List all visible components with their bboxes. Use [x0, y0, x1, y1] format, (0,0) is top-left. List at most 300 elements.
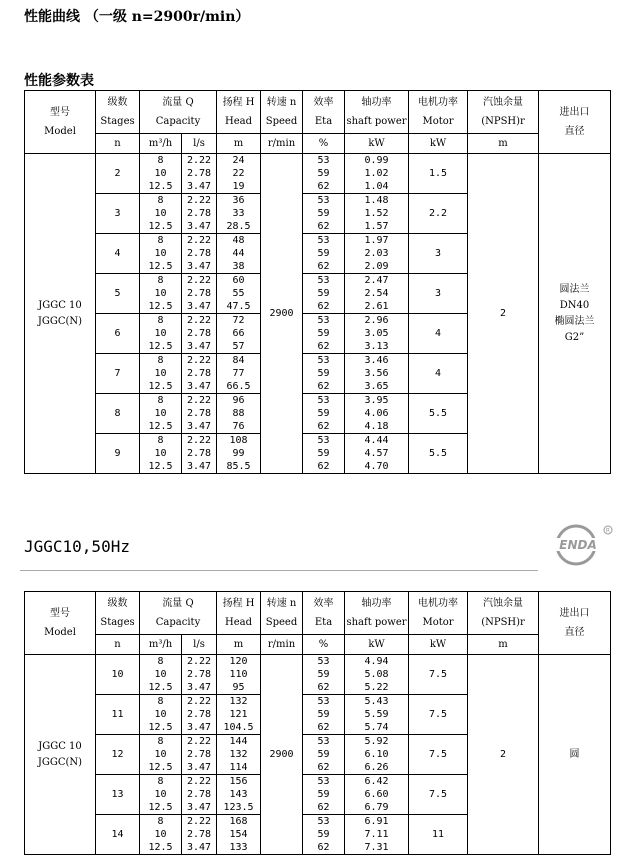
cell-line: Stages: [100, 116, 135, 127]
cell-line: 圆法兰: [559, 283, 590, 295]
cell-line: 59: [317, 288, 330, 299]
cell-line: 28.5: [226, 221, 251, 232]
cell-line: 62: [317, 842, 330, 853]
shaft-power-cell: [345, 354, 409, 394]
unit-speed: r/min: [261, 134, 303, 154]
unit-npsh: m: [468, 134, 539, 154]
cell-line: 8: [157, 395, 164, 406]
cell-line: 10: [154, 368, 167, 379]
capacity-ls-cell: [182, 815, 217, 855]
cell-line: 3.47: [186, 181, 212, 192]
motor-cell: 7.5: [409, 655, 468, 695]
cell-line: 114: [229, 762, 248, 773]
cell-line: 85.5: [226, 461, 251, 472]
cell-line: 3.47: [186, 421, 212, 432]
cell-line: 扬程 H: [222, 97, 255, 108]
cell-line: JGGC 10: [38, 299, 82, 311]
cell-line: Motor: [422, 617, 454, 628]
section-title: JGGC10,50Hz: [24, 537, 130, 556]
cell-line: 2.22: [186, 235, 212, 246]
motor-cell: 2.2: [409, 194, 468, 234]
header-npsh: [468, 91, 539, 134]
cell-line: 12.5: [148, 762, 173, 773]
cell-line: 3.95: [364, 395, 389, 406]
cell-line: 12.5: [148, 381, 173, 392]
cell-line: 8: [157, 155, 164, 166]
shaft-power-cell: [345, 234, 409, 274]
capacity-m3h-cell: [140, 775, 182, 815]
capacity-m3h-cell: [140, 314, 182, 354]
cell-line: 3.05: [364, 328, 389, 339]
cell-line: 0.99: [364, 155, 389, 166]
cell-line: 38: [232, 261, 245, 272]
cell-line: 53: [317, 235, 330, 246]
cell-line: 3.47: [186, 802, 212, 813]
cell-line: 36: [232, 195, 245, 206]
cell-line: Eta: [314, 116, 333, 127]
cell-line: Eta: [314, 617, 333, 628]
cell-line: 10: [154, 408, 167, 419]
cell-line: 5.43: [364, 696, 389, 707]
cell-line: 2.96: [364, 315, 389, 326]
head-cell: [217, 815, 261, 855]
npsh-cell: 2: [468, 154, 539, 474]
cell-line: 120: [229, 656, 248, 667]
cell-line: 62: [317, 461, 330, 472]
capacity-ls-cell: [182, 354, 217, 394]
cell-line: 2.22: [186, 696, 212, 707]
cell-line: 型号: [50, 608, 70, 619]
cell-line: 110: [229, 669, 248, 680]
cell-line: 3.47: [186, 842, 212, 853]
cell-line: 12.5: [148, 461, 173, 472]
cell-line: 6.42: [364, 776, 389, 787]
cell-line: 10: [154, 248, 167, 259]
svg-text:R: R: [605, 527, 611, 535]
stage-cell: 10: [96, 655, 140, 695]
cell-line: JGGC 10: [38, 740, 82, 752]
cell-line: 132: [229, 749, 248, 760]
cell-line: 转速 n: [266, 97, 297, 108]
cell-line: 123.5: [223, 802, 254, 813]
model-cell: [25, 655, 96, 855]
cell-line: 2.78: [186, 749, 212, 760]
cell-line: 62: [317, 682, 330, 693]
header-motor: [409, 592, 468, 635]
page-title: 性能曲线 （一级 n=2900r/min）: [24, 9, 250, 25]
cell-line: 2.54: [364, 288, 389, 299]
cell-line: 12.5: [148, 301, 173, 312]
cell-line: 8: [157, 656, 164, 667]
cell-line: 53: [317, 696, 330, 707]
shaft-power-cell: [345, 154, 409, 194]
cell-line: Model: [44, 126, 76, 137]
cell-line: 59: [317, 749, 330, 760]
cell-line: 3.47: [186, 261, 212, 272]
cell-line: 6.79: [364, 802, 389, 813]
motor-cell: 3: [409, 274, 468, 314]
cell-line: 12.5: [148, 221, 173, 232]
cell-line: 3.47: [186, 762, 212, 773]
shaft-power-cell: [345, 775, 409, 815]
motor-cell: 4: [409, 314, 468, 354]
cell-line: 10: [154, 328, 167, 339]
head-cell: [217, 434, 261, 474]
cell-line: 扬程 H: [222, 598, 255, 609]
eta-cell: [303, 234, 345, 274]
cell-line: 3.65: [364, 381, 389, 392]
table-row: [25, 655, 611, 695]
cell-line: 59: [317, 368, 330, 379]
header-npsh: [468, 592, 539, 635]
cell-line: 4.70: [364, 461, 389, 472]
cell-line: 53: [317, 395, 330, 406]
header-stages: [96, 592, 140, 635]
cell-line: 5.74: [364, 722, 389, 733]
cell-line: 2.78: [186, 709, 212, 720]
motor-cell: 4: [409, 354, 468, 394]
motor-cell: 1.5: [409, 154, 468, 194]
cell-line: Stages: [100, 617, 135, 628]
cell-line: 1.52: [364, 208, 389, 219]
cell-line: 1.48: [364, 195, 389, 206]
cell-line: 型号: [50, 107, 70, 118]
cell-line: 8: [157, 776, 164, 787]
cell-line: 2.61: [364, 301, 389, 312]
motor-cell: 5.5: [409, 394, 468, 434]
stage-cell: 14: [96, 815, 140, 855]
unit-shaft-power: kW: [345, 134, 409, 154]
cell-line: 33: [232, 208, 245, 219]
cell-line: 电机功率: [418, 598, 459, 609]
cell-line: 12.5: [148, 421, 173, 432]
cell-line: 流量 Q: [162, 97, 194, 108]
cell-line: 4.94: [364, 656, 389, 667]
motor-cell: 11: [409, 815, 468, 855]
head-cell: [217, 394, 261, 434]
cell-line: 2.22: [186, 395, 212, 406]
head-cell: [217, 655, 261, 695]
cell-line: 53: [317, 195, 330, 206]
cell-line: 流量 Q: [162, 598, 194, 609]
cell-line: 4.57: [364, 448, 389, 459]
capacity-ls-cell: [182, 234, 217, 274]
unit-ls: l/s: [182, 635, 217, 655]
cell-line: 轴功率: [361, 97, 392, 108]
capacity-ls-cell: [182, 314, 217, 354]
cell-line: 144: [229, 736, 248, 747]
capacity-ls-cell: [182, 655, 217, 695]
cell-line: 8: [157, 696, 164, 707]
head-cell: [217, 354, 261, 394]
enda-logo-icon: [548, 523, 614, 567]
unit-m3h: m³/h: [140, 635, 182, 655]
shaft-power-cell: [345, 735, 409, 775]
capacity-ls-cell: [182, 154, 217, 194]
cell-line: 10: [154, 669, 167, 680]
cell-line: JGGC(N): [37, 315, 83, 327]
header-stages: [96, 91, 140, 134]
cell-line: 53: [317, 656, 330, 667]
shaft-power-cell: [345, 314, 409, 354]
cell-line: JGGC(N): [37, 756, 83, 768]
cell-line: 19: [232, 181, 245, 192]
motor-cell: 3: [409, 234, 468, 274]
cell-line: 12.5: [148, 261, 173, 272]
unit-shaft-power: kW: [345, 635, 409, 655]
cell-line: 2.78: [186, 208, 212, 219]
svg-text:ENDA: ENDA: [559, 538, 597, 552]
cell-line: 10: [154, 288, 167, 299]
cell-line: Motor: [422, 116, 454, 127]
cell-line: 2.22: [186, 195, 212, 206]
eta-cell: [303, 274, 345, 314]
shaft-power-cell: [345, 274, 409, 314]
capacity-ls-cell: [182, 394, 217, 434]
cell-line: 5.22: [364, 682, 389, 693]
eta-cell: [303, 655, 345, 695]
head-cell: [217, 775, 261, 815]
cell-line: 133: [229, 842, 248, 853]
cell-line: 12.5: [148, 181, 173, 192]
port-cell: [539, 655, 611, 855]
capacity-m3h-cell: [140, 354, 182, 394]
cell-line: 转速 n: [266, 598, 297, 609]
stage-cell: 6: [96, 314, 140, 354]
cell-line: 62: [317, 802, 330, 813]
cell-line: 5.92: [364, 736, 389, 747]
cell-line: 直径: [564, 627, 585, 638]
cell-line: 汽蚀余量: [483, 598, 524, 609]
cell-line: 84: [232, 355, 245, 366]
cell-line: 2.78: [186, 288, 212, 299]
cell-line: 132: [229, 696, 248, 707]
cell-line: 88: [232, 408, 245, 419]
cell-line: 168: [229, 816, 248, 827]
cell-line: 汽蚀余量: [483, 97, 524, 108]
cell-line: 77: [232, 368, 245, 379]
cell-line: 8: [157, 235, 164, 246]
cell-line: 2.22: [186, 275, 212, 286]
cell-line: 4.18: [364, 421, 389, 432]
stage-cell: 4: [96, 234, 140, 274]
cell-line: 3.47: [186, 461, 212, 472]
cell-line: 8: [157, 315, 164, 326]
cell-line: 4.44: [364, 435, 389, 446]
cell-line: 8: [157, 195, 164, 206]
cell-line: Speed: [265, 617, 298, 628]
cell-line: 级数: [107, 598, 128, 609]
capacity-m3h-cell: [140, 815, 182, 855]
cell-line: 8: [157, 816, 164, 827]
npsh-cell: 2: [468, 655, 539, 855]
stage-cell: 8: [96, 394, 140, 434]
eta-cell: [303, 154, 345, 194]
cell-line: 3.47: [186, 722, 212, 733]
cell-line: 8: [157, 736, 164, 747]
unit-eta: %: [303, 134, 345, 154]
header-shaft-power: [345, 91, 409, 134]
cell-line: 57: [232, 341, 245, 352]
cell-line: 59: [317, 328, 330, 339]
cell-line: 62: [317, 221, 330, 232]
capacity-ls-cell: [182, 274, 217, 314]
stage-cell: 5: [96, 274, 140, 314]
cell-line: 10: [154, 208, 167, 219]
table-heading: 性能参数表: [24, 73, 94, 89]
cell-line: 2.22: [186, 435, 212, 446]
cell-line: 1.57: [364, 221, 389, 232]
cell-line: 12.5: [148, 842, 173, 853]
cell-line: 2.78: [186, 248, 212, 259]
cell-line: 轴功率: [361, 598, 392, 609]
cell-line: 66: [232, 328, 245, 339]
cell-line: 3.13: [364, 341, 389, 352]
header-speed: [261, 592, 303, 635]
unit-ls: l/s: [182, 134, 217, 154]
model-cell: [25, 154, 96, 474]
cell-line: 10: [154, 829, 167, 840]
capacity-ls-cell: [182, 735, 217, 775]
cell-line: 12.5: [148, 802, 173, 813]
cell-line: G2”: [564, 331, 585, 343]
shaft-power-cell: [345, 194, 409, 234]
cell-line: 8: [157, 355, 164, 366]
cell-line: 99: [232, 448, 245, 459]
cell-line: 2.78: [186, 789, 212, 800]
cell-line: 2.22: [186, 736, 212, 747]
eta-cell: [303, 735, 345, 775]
cell-line: 7.31: [364, 842, 389, 853]
cell-line: 24: [232, 155, 245, 166]
cell-line: 62: [317, 381, 330, 392]
cell-line: 96: [232, 395, 245, 406]
head-cell: [217, 735, 261, 775]
shaft-power-cell: [345, 815, 409, 855]
stage-cell: 12: [96, 735, 140, 775]
head-cell: [217, 194, 261, 234]
shaft-power-cell: [345, 655, 409, 695]
cell-line: 10: [154, 789, 167, 800]
cell-line: 59: [317, 408, 330, 419]
performance-table-2: [24, 591, 611, 855]
cell-line: 76: [232, 421, 245, 432]
cell-line: 3.47: [186, 682, 212, 693]
unit-stages: n: [96, 134, 140, 154]
cell-line: 7.11: [364, 829, 389, 840]
cell-line: Model: [44, 627, 76, 638]
head-cell: [217, 274, 261, 314]
cell-line: 53: [317, 736, 330, 747]
eta-cell: [303, 314, 345, 354]
cell-line: 级数: [107, 97, 128, 108]
cell-line: 10: [154, 448, 167, 459]
cell-line: 椭圆法兰: [554, 315, 595, 327]
cell-line: 62: [317, 301, 330, 312]
cell-line: 121: [229, 709, 248, 720]
cell-line: 53: [317, 435, 330, 446]
header-shaft-power: [345, 592, 409, 635]
cell-line: 62: [317, 421, 330, 432]
eta-cell: [303, 695, 345, 735]
header-model: [25, 592, 96, 655]
cell-line: 59: [317, 448, 330, 459]
cell-line: 2.78: [186, 829, 212, 840]
header-motor: [409, 91, 468, 134]
cell-line: 2.78: [186, 368, 212, 379]
cell-line: Speed: [265, 116, 298, 127]
capacity-m3h-cell: [140, 154, 182, 194]
cell-line: 72: [232, 315, 245, 326]
capacity-ls-cell: [182, 775, 217, 815]
cell-line: 2.22: [186, 315, 212, 326]
capacity-m3h-cell: [140, 274, 182, 314]
cell-line: (NPSH)r: [481, 116, 525, 127]
shaft-power-cell: [345, 695, 409, 735]
eta-cell: [303, 194, 345, 234]
cell-line: 2.22: [186, 776, 212, 787]
cell-line: 3.46: [364, 355, 389, 366]
cell-line: 2.22: [186, 355, 212, 366]
stage-cell: 3: [96, 194, 140, 234]
cell-line: 59: [317, 789, 330, 800]
cell-line: 143: [229, 789, 248, 800]
cell-line: 8: [157, 275, 164, 286]
cell-line: 2.78: [186, 328, 212, 339]
head-cell: [217, 234, 261, 274]
header-eta: [303, 91, 345, 134]
cell-line: 效率: [313, 97, 334, 108]
cell-line: 108: [229, 435, 248, 446]
cell-line: 59: [317, 829, 330, 840]
header-speed: [261, 91, 303, 134]
cell-line: 59: [317, 168, 330, 179]
cell-line: 6.26: [364, 762, 389, 773]
eta-cell: [303, 434, 345, 474]
cell-line: 59: [317, 669, 330, 680]
head-cell: [217, 314, 261, 354]
cell-line: 6.10: [364, 749, 389, 760]
cell-line: 44: [232, 248, 245, 259]
header-capacity: [140, 592, 217, 635]
cell-line: 2.47: [364, 275, 389, 286]
capacity-m3h-cell: [140, 394, 182, 434]
unit-stages: n: [96, 635, 140, 655]
stage-cell: 11: [96, 695, 140, 735]
header-port-diameter: [539, 91, 611, 154]
cell-line: shaft power: [346, 617, 407, 628]
motor-cell: 7.5: [409, 735, 468, 775]
eta-cell: [303, 354, 345, 394]
shaft-power-cell: [345, 434, 409, 474]
cell-line: 12.5: [148, 722, 173, 733]
cell-line: 4.06: [364, 408, 389, 419]
speed-cell: 2900: [261, 154, 303, 474]
eta-cell: [303, 394, 345, 434]
cell-line: 53: [317, 275, 330, 286]
cell-line: 2.22: [186, 816, 212, 827]
unit-npsh: m: [468, 635, 539, 655]
cell-line: 62: [317, 261, 330, 272]
unit-head: m: [217, 635, 261, 655]
motor-cell: 7.5: [409, 775, 468, 815]
cell-line: 3.47: [186, 381, 212, 392]
cell-line: 62: [317, 762, 330, 773]
header-model: [25, 91, 96, 154]
cell-line: 62: [317, 181, 330, 192]
stage-cell: 13: [96, 775, 140, 815]
cell-line: Head: [225, 617, 253, 628]
